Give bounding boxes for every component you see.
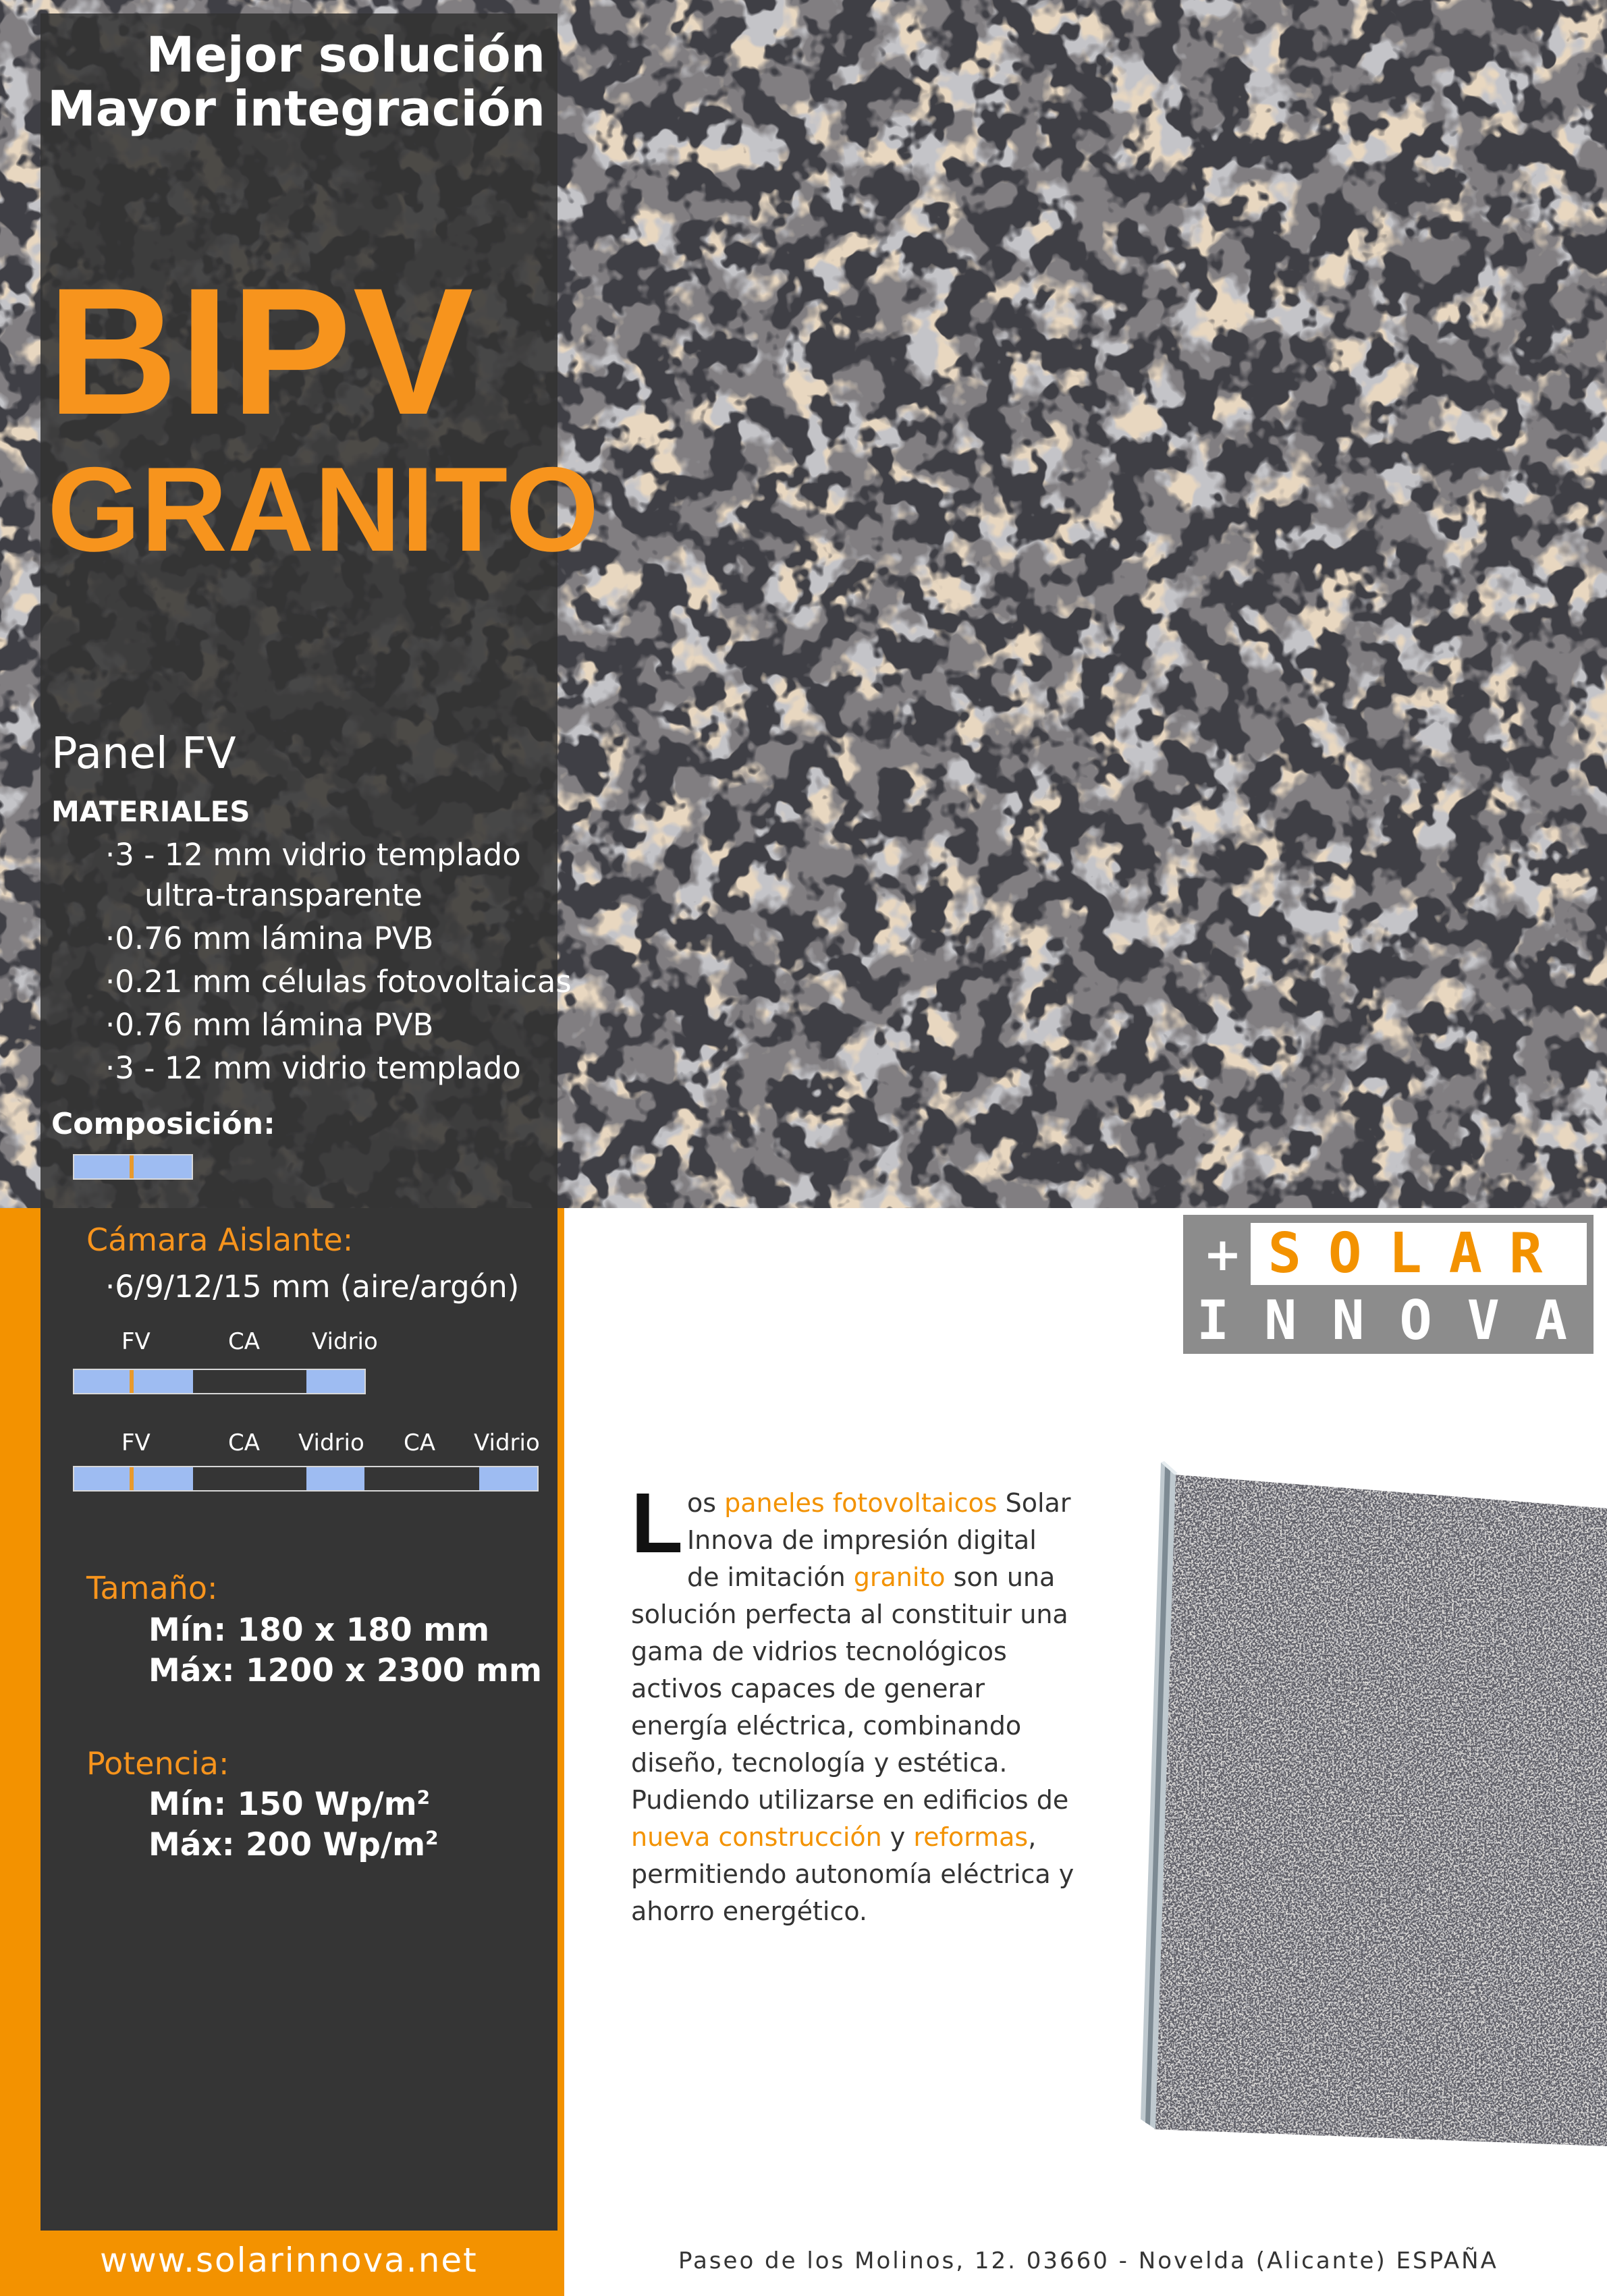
glass-segment — [306, 1370, 364, 1393]
size-max: Máx: 1200 x 2300 mm — [148, 1652, 542, 1689]
logo-top-band — [1251, 1223, 1587, 1285]
material-item: ultra-transparente — [144, 877, 423, 913]
drop-cap: L — [631, 1475, 683, 1570]
glass-segment — [306, 1467, 364, 1490]
website-link[interactable]: www.solarinnova.net — [100, 2241, 478, 2280]
power-max: Máx: 200 $Wp/m^2$ — [148, 1826, 439, 1863]
power-min: Mín: 150 $Wp/m^2$ — [148, 1786, 431, 1823]
single-chamber-diagram — [73, 1369, 366, 1394]
logo-solar-text: SOLAR — [1268, 1222, 1570, 1286]
logo-innova-text: INNOVA — [1197, 1289, 1602, 1352]
diagram2-label-ca: CA — [404, 1429, 435, 1456]
material-item: ·0.76 mm lámina PVB — [105, 921, 434, 956]
pv-cell-line — [130, 1155, 134, 1178]
diagram2-label-vidrio: Vidrio — [298, 1429, 364, 1456]
composition-diagram — [73, 1154, 193, 1180]
product-subtitle: GRANITO — [47, 442, 599, 576]
company-address: Paseo de los Molinos, 12. 03660 - Novelda (Alicante) ESPAÑA — [678, 2247, 1498, 2274]
size-heading: Tamaño: — [86, 1570, 218, 1606]
power-heading: Potencia: — [86, 1745, 229, 1782]
pv-panel-segment — [74, 1467, 193, 1490]
solar-innova-logo — [1183, 1215, 1602, 1354]
headline-line-1: Mejor solución — [146, 26, 545, 83]
material-item: ·0.21 mm células fotovoltaicas — [105, 964, 572, 1000]
product-title: BIPV — [47, 250, 475, 452]
spec-panel-lower — [40, 1208, 557, 2231]
pv-cell-line — [130, 1370, 134, 1393]
double-chamber-diagram — [73, 1466, 539, 1492]
material-item: ·0.76 mm lámina PVB — [105, 1007, 434, 1043]
headline-line-2: Mayor integración — [47, 80, 545, 137]
camera-heading: Cámara Aislante: — [86, 1222, 354, 1258]
diagram2-label-fv: FV — [121, 1429, 151, 1456]
pv-cell-line — [130, 1467, 134, 1490]
pv-panel-segment — [74, 1370, 193, 1393]
diagram1-label-vidrio: Vidrio — [312, 1328, 378, 1355]
granite-glass-sample-image — [1080, 1454, 1607, 2146]
diagram2-label-ca: CA — [228, 1429, 260, 1456]
diagram1-label-ca: CA — [228, 1328, 260, 1355]
diagram2-label-vidrio: Vidrio — [474, 1429, 540, 1456]
product-description: Los paneles fotovoltaicos Solar Innova de impresión digital de imitación granito son una solución perfecta al constituir una gama de vidrios tecnológicos activos capaces de generar energía eléctrica, combinando diseño, tecnología y estética. Pudiendo utilizarse en edificios de nueva construcción y reformas, permitiendo autonomía eléctrica y ahorro energético. — [631, 1475, 1074, 1926]
logo-plus: + — [1203, 1228, 1242, 1282]
materials-heading: MATERIALES — [51, 795, 250, 828]
camera-value: ·6/9/12/15 mm (aire/argón) — [105, 1269, 520, 1305]
composition-heading: Composición: — [51, 1107, 275, 1141]
material-item: ·3 - 12 mm vidrio templado — [105, 837, 521, 873]
material-item: ·3 - 12 mm vidrio templado — [105, 1050, 521, 1086]
glass-segment — [479, 1467, 537, 1490]
diagram1-label-fv: FV — [121, 1328, 151, 1355]
panel-title: Panel FV — [51, 729, 236, 779]
size-min: Mín: 180 x 180 mm — [148, 1612, 490, 1649]
